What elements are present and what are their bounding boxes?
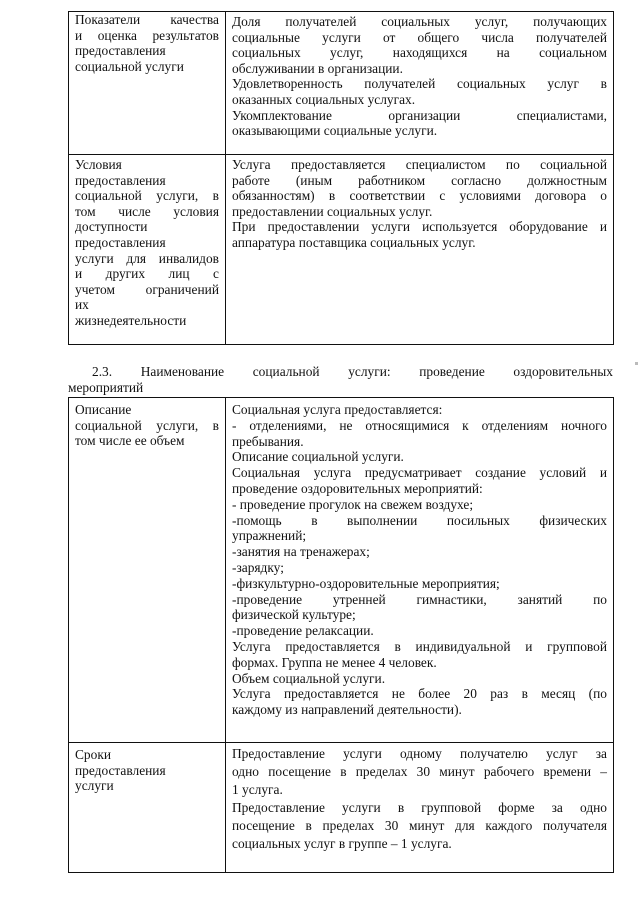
content-line: Предоставление услуги одному получателю услуг за [232, 746, 607, 761]
quality-conditions-table [68, 11, 614, 345]
content-line: упражнений; [232, 528, 307, 544]
content-line: Услуга предоставляется в индивидуальной и групповой [232, 638, 607, 654]
content-line: Доля получателей социальных услуг, получающих [232, 14, 607, 29]
content-line: социальных услуг, находящихся на социальном [232, 45, 607, 61]
content-line: 1 услуга. [232, 782, 283, 797]
row-label-cell [69, 398, 226, 743]
content-line: Описание социальной услуги. [232, 449, 404, 465]
label-line: и других лиц с [75, 266, 219, 282]
label-line: том числе ее объем [75, 433, 185, 449]
label-line: их [75, 297, 89, 313]
label-line: том числе условия [75, 203, 219, 219]
content-line: - проведение прогулок на свежем воздухе; [232, 496, 474, 512]
label-line: социальной услуги, в [75, 188, 219, 204]
content-line: Социальная услуга предоставляется: [232, 402, 443, 417]
label-line: Условия [75, 157, 122, 172]
label-line: услуги для инвалидов [75, 250, 219, 266]
label-line: услуги [75, 778, 114, 794]
content-line: физической культуре; [232, 607, 356, 623]
table-row [69, 743, 614, 873]
content-line: -физкультурно-оздоровительные мероприятия; [232, 575, 500, 591]
content-line: социальных услуг в группе – 1 услуга. [232, 836, 452, 851]
label-line: Описание [75, 402, 132, 417]
content-line: -проведение утренней гимнастики, занятий по [232, 591, 607, 607]
row-content-cell [226, 155, 614, 345]
row-label-cell [69, 12, 226, 155]
row-label-cell [69, 155, 226, 345]
content-line: Предоставление услуги в групповой форме за одно [232, 800, 607, 815]
content-line: работе (иным работником согласно должностным [232, 172, 607, 188]
content-line: -занятия на тренажерах; [232, 544, 370, 560]
label-line: социальной услуги [75, 58, 184, 74]
content-line: - отделениями, не относящимися к отделениям ночного [232, 417, 607, 433]
row-content-cell [226, 12, 614, 155]
content-line: проведение оздоровительных мероприятий: [232, 480, 483, 496]
content-line: формах. Группа не менее 4 человек. [232, 654, 437, 670]
label-line: доступности [75, 219, 148, 235]
service-description-table [68, 397, 614, 873]
label-line: предоставления [75, 762, 166, 778]
label-line: социальной услуги, в [75, 417, 219, 433]
section-heading-line: мероприятий [68, 379, 144, 395]
label-line: Сроки [75, 747, 111, 762]
content-line: социальные услуги от общего числа получателей [232, 29, 607, 45]
section-heading-line: 2.3. Наименование социальной услуги: проведение оздоровительных [92, 364, 613, 379]
table-row [69, 155, 614, 345]
content-line: Укомплектование организации специалистами, [232, 107, 607, 123]
content-line: оказанных социальных услугах. [232, 91, 416, 107]
content-line: Удовлетворенность получателей социальных услуг в [232, 76, 607, 92]
content-line: каждому из направлений деятельности). [232, 702, 462, 718]
row-content-cell [226, 743, 614, 873]
content-line: Социальная услуга предусматривает создание условий и [232, 465, 607, 481]
row-label-cell [69, 743, 226, 873]
label-line: предоставления [75, 234, 166, 250]
content-line: одно посещение в пределах 30 минут рабочего времени – [232, 764, 607, 779]
table-row [69, 398, 614, 743]
content-line: Объем социальной услуги. [232, 670, 386, 686]
content-line: предоставлении социальных услуг. [232, 203, 433, 219]
scan-mark [635, 362, 638, 365]
content-line: обязанностям) в соответствии с условиями договора о [232, 188, 607, 204]
content-line: При предоставлении услуги используется оборудование и [232, 219, 607, 235]
row-content-cell [226, 398, 614, 743]
content-line: Услуга предоставляется специалистом по социальной [232, 157, 607, 172]
label-line: жизнедеятельности [75, 312, 187, 328]
label-line: предоставления [75, 43, 166, 59]
content-line: -зарядку; [232, 559, 284, 575]
label-line: предоставления [75, 172, 166, 188]
content-line: аппаратура поставщика социальных услуг. [232, 234, 476, 250]
content-line: -проведение релаксации. [232, 623, 374, 639]
content-line: пребывания. [232, 433, 304, 449]
content-line: оказывающими социальные услуги. [232, 123, 438, 139]
content-line: обслуживании в организации. [232, 60, 403, 76]
section-heading [68, 364, 613, 395]
label-line: Показатели качества [75, 12, 219, 27]
content-line: Услуга предоставляется не более 20 раз в месяц (по [232, 686, 607, 702]
label-line: учетом ограничений [75, 281, 219, 297]
label-line: и оценка результатов [75, 27, 219, 43]
content-line: -помощь в выполнении посильных физических [232, 512, 607, 528]
content-line: посещение в пределах 30 минут для каждого получателя [232, 818, 607, 833]
table-row [69, 12, 614, 155]
